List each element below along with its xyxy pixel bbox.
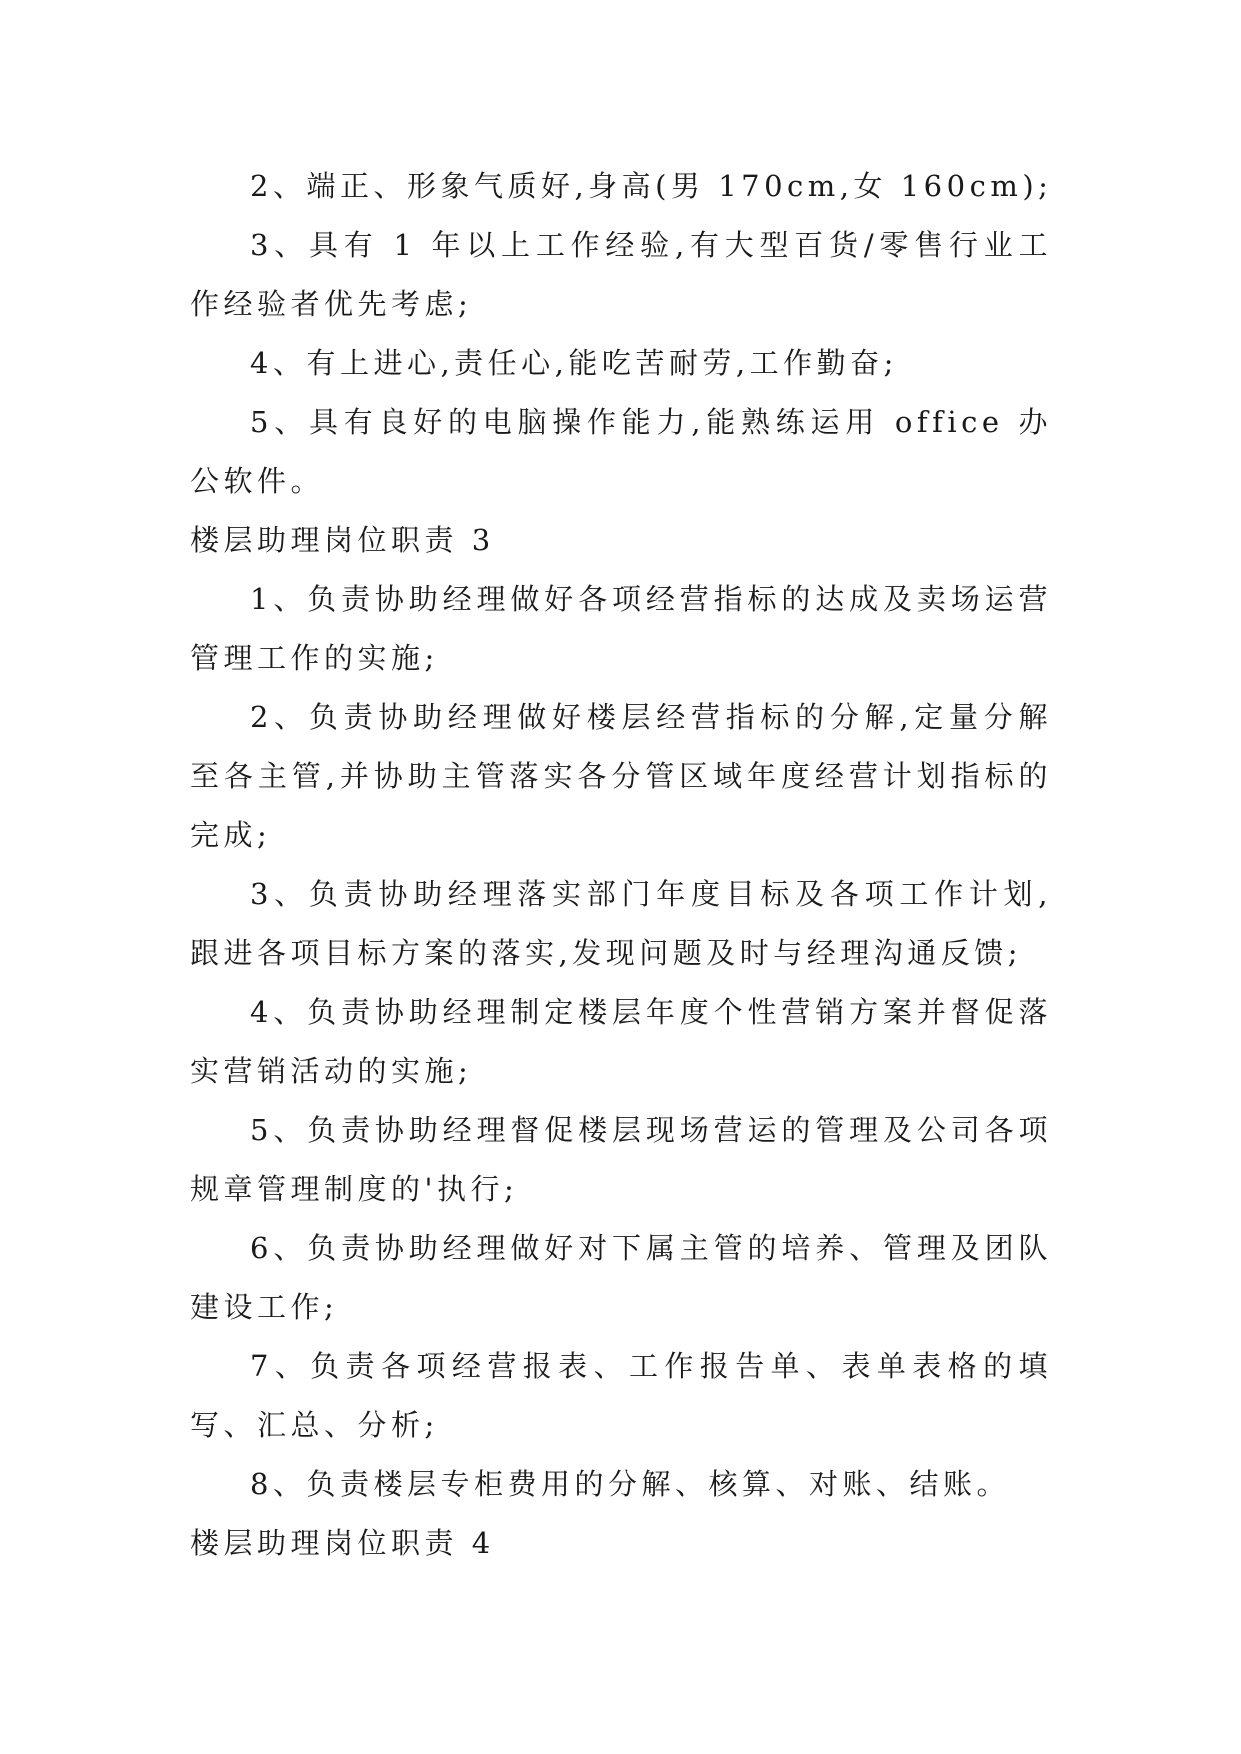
requirement-item-5: 5、具有良好的电脑操作能力,能熟练运用 office 办公软件。 <box>190 405 1052 498</box>
duty-item-6: 6、负责协助经理做好对下属主管的培养、管理及团队建设工作; <box>190 1231 1052 1324</box>
duty-item-8: 8、负责楼层专柜费用的分解、核算、对账、结账。 <box>250 1467 1010 1501</box>
duty-item-2: 2、负责协助经理做好楼层经营指标的分解,定量分解至各主管,并协助主管落实各分管区域年度经营计划指标的完成; <box>190 700 1052 852</box>
duty-item-7: 7、负责各项经营报表、工作报告单、表单表格的填写、汇总、分析; <box>190 1349 1052 1442</box>
section-heading-3: 楼层助理岗位职责 3 <box>190 523 495 557</box>
requirement-item-3: 3、具有 1 年以上工作经验,有大型百货/零售行业工作经验者优先考虑; <box>190 228 1052 321</box>
document-body <box>190 157 1052 1573</box>
duty-item-3: 3、负责协助经理落实部门年度目标及各项工作计划,跟进各项目标方案的落实,发现问题及时与经理沟通反馈; <box>190 877 1052 970</box>
duty-item-4: 4、负责协助经理制定楼层年度个性营销方案并督促落实营销活动的实施; <box>190 995 1052 1088</box>
requirement-item-2: 2、端正、形象气质好,身高(男 170cm,女 160cm); <box>250 169 1053 203</box>
duty-item-5: 5、负责协助经理督促楼层现场营运的管理及公司各项规章管理制度的'执行; <box>190 1113 1052 1206</box>
section-heading-4: 楼层助理岗位职责 4 <box>190 1526 495 1560</box>
duty-item-1: 1、负责协助经理做好各项经营指标的达成及卖场运营管理工作的实施; <box>190 582 1052 675</box>
requirement-item-4: 4、有上进心,责任心,能吃苦耐劳,工作勤奋; <box>250 346 898 380</box>
